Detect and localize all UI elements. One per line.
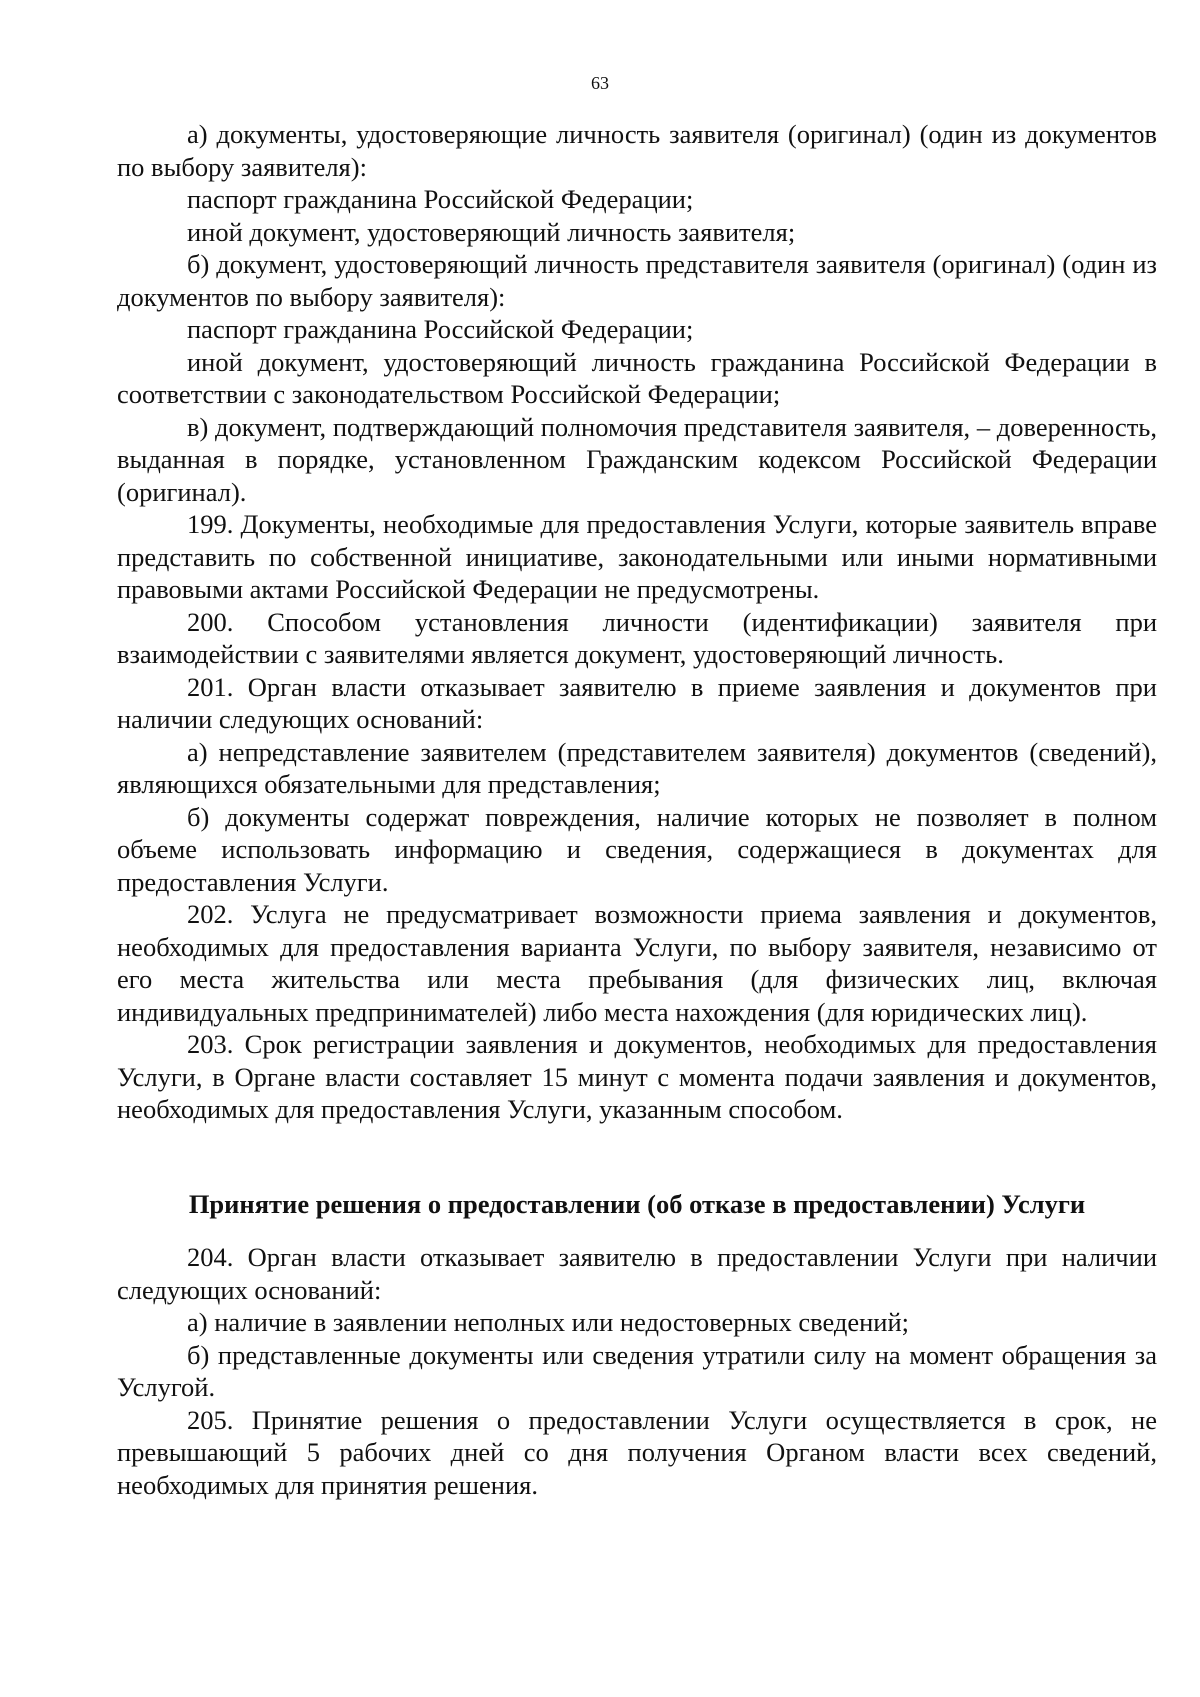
paragraph: в) документ, подтверждающий полномочия представителя заявителя, – доверенность, выданная в порядке, установленном Гражданским кодексом Российской Федерации (оригинал).: [117, 411, 1157, 507]
section-heading: Принятие решения о предоставлении (об отказе в предоставлении) Услуги: [188, 1188, 1086, 1219]
paragraph: 205. Принятие решения о предоставлении Услуги осуществляется в срок, не превышающий 5 рабочих дней со дня получения Органом власти всех сведений, необходимых для принятия решения.: [117, 1404, 1157, 1500]
paragraph: иной документ, удостоверяющий личность заявителя;: [187, 216, 796, 247]
paragraph: 203. Срок регистрации заявления и документов, необходимых для предоставления Услуги, в Органе власти составляет 15 минут с момента подачи заявления и документов, необходимых для предоставления Услуги, указанным способом.: [117, 1029, 1157, 1124]
paragraph: иной документ, удостоверяющий личность гражданина Российской Федерации в соответствии с законодательством Российской Федерации;: [117, 346, 1157, 409]
paragraph: а) документы, удостоверяющие личность заявителя (оригинал) (один из документов по выбору заявителя):: [117, 119, 1157, 182]
document-body: [117, 118, 1157, 1501]
page-number: 63: [591, 73, 609, 93]
paragraph: б) документы содержат повреждения, наличие которых не позволяет в полном объеме использовать информацию и сведения, содержащиеся в документах для предоставления Услуги.: [117, 801, 1157, 897]
paragraph: а) наличие в заявлении неполных или недостоверных сведений;: [187, 1307, 910, 1337]
paragraph: 201. Орган власти отказывает заявителю в приеме заявления и документов при наличии следующих оснований:: [117, 671, 1157, 734]
paragraph: паспорт гражданина Российской Федерации;: [187, 314, 694, 344]
paragraph: а) непредставление заявителем (представителем заявителя) документов (сведений), являющихся обязательными для представления;: [117, 736, 1157, 799]
paragraph: 202. Услуга не предусматривает возможности приема заявления и документов, необходимых для предоставления варианта Услуги, по выбору заявителя, независимо от его места жительства или места пребывания (для физических лиц, включая индивидуальных предпринимателей) либо места нахождения (для юридических лиц).: [117, 899, 1157, 1027]
paragraph: 204. Орган власти отказывает заявителю в предоставлении Услуги при наличии следующих оснований:: [117, 1242, 1157, 1305]
paragraph: 200. Способом установления личности (идентификации) заявителя при взаимодействии с заявителями является документ, удостоверяющий личность.: [117, 606, 1157, 669]
paragraph: б) представленные документы или сведения утратили силу на момент обращения за Услугой.: [117, 1339, 1157, 1402]
paragraph: паспорт гражданина Российской Федерации;: [187, 184, 694, 214]
paragraph: б) документ, удостоверяющий личность представителя заявителя (оригинал) (один из документов по выбору заявителя):: [117, 249, 1157, 312]
paragraph: 199. Документы, необходимые для предоставления Услуги, которые заявитель вправе представить по собственной инициативе, законодательными или иными нормативными правовыми актами Российской Федерации не предусмотрены.: [117, 509, 1157, 604]
